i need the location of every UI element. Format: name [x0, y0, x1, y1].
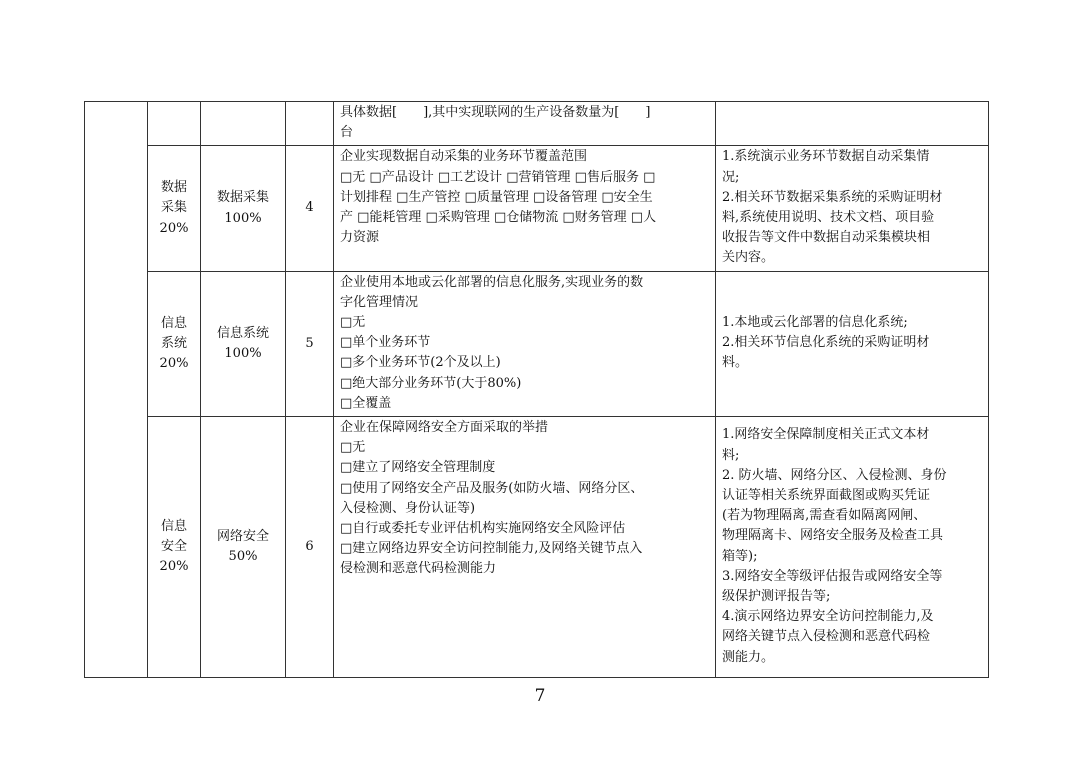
item-cell [201, 146, 286, 271]
requirement-line: □无 □产品设计 □工艺设计 □营销管理 □售后服务 □ [340, 169, 656, 185]
evidence-line: 1.系统演示业务环节数据自动采集情 [722, 149, 930, 165]
score-cell [286, 271, 334, 416]
category-label-line: 安全 [160, 538, 187, 554]
item-name: 网络安全 [216, 528, 269, 544]
requirement-line: □单个业务环节 [340, 335, 431, 351]
evidence-line: 3.网络安全等级评估报告或网络安全等 [722, 568, 943, 584]
table-row-continued [85, 102, 989, 146]
evidence-cell-empty [716, 102, 989, 146]
evidence-line: 2. 防火墙、网络分区、入侵检测、身份 [722, 467, 947, 483]
evidence-cell [716, 417, 989, 678]
category-label-line: 信息 [160, 315, 187, 331]
requirement-line: □建立网络边界安全访问控制能力,及网络关键节点入 [340, 541, 643, 557]
category-weight: 20% [159, 355, 189, 371]
item-weight: 100% [224, 210, 262, 226]
requirement-line: 具体数据[ ],其中实现联网的生产设备数量为[ ] [340, 105, 651, 120]
category-weight: 20% [159, 220, 189, 236]
category-label-line: 系统 [160, 335, 187, 351]
requirement-line: 字化管理情况 [340, 294, 419, 310]
evidence-line: 2.相关环节信息化系统的采购证明材 [722, 335, 930, 351]
requirement-line: 台 [340, 125, 354, 141]
requirement-line: □建立了网络安全管理制度 [340, 460, 496, 476]
evidence-line: 物理隔离卡、网络安全服务及检查工具 [722, 528, 944, 544]
score-value: 5 [305, 335, 314, 351]
score-cell [286, 146, 334, 271]
table-row [85, 417, 989, 678]
evidence-line: 料。 [722, 355, 749, 371]
requirement-cell [334, 271, 716, 416]
evidence-line: 1.网络安全保障制度相关正式文本材 [722, 427, 930, 443]
category-label-line: 采集 [160, 200, 187, 216]
evidence-line: 1.本地或云化部署的信息化系统; [722, 315, 908, 331]
evidence-line: 料; [722, 447, 740, 463]
requirement-line: 入侵检测、身份认证等) [340, 500, 476, 516]
evidence-line: 测能力。 [722, 649, 775, 665]
item-cell-empty [201, 102, 286, 146]
category-cell [148, 146, 201, 271]
evidence-line: 料,系统使用说明、技术文档、项目验 [722, 210, 935, 226]
requirement-line: 企业在保障网络安全方面采取的举措 [340, 420, 549, 436]
requirement-cell [334, 102, 716, 146]
requirement-cell [334, 417, 716, 678]
requirement-cell [334, 146, 716, 271]
evaluation-table-container [84, 101, 989, 678]
score-cell-empty [286, 102, 334, 146]
item-name: 数据采集 [216, 190, 269, 206]
item-cell [201, 271, 286, 416]
evidence-line: 关内容。 [722, 250, 775, 266]
score-cell [286, 417, 334, 678]
item-cell [201, 417, 286, 678]
category-cell [148, 271, 201, 416]
evidence-cell [716, 271, 989, 416]
evidence-line: 4.演示网络边界安全访问控制能力,及 [722, 609, 934, 625]
category-label-line: 数据 [160, 180, 187, 196]
score-value: 6 [305, 538, 314, 554]
evidence-line: 认证等相关系统界面截图或购买凭证 [722, 487, 931, 503]
category-cell [148, 417, 201, 678]
category-label-line: 信息 [160, 518, 187, 534]
evidence-line: 网络关键节点入侵检测和恶意代码检 [722, 629, 931, 645]
requirement-line: 产 □能耗管理 □采购管理 □仓储物流 □财务管理 □人 [340, 210, 657, 226]
evidence-line: (若为物理隔离,需查看如隔离网闸、 [722, 508, 927, 524]
evidence-line: 收报告等文件中数据自动采集模块相 [722, 230, 931, 246]
category-cell-empty [148, 102, 201, 146]
evidence-line: 况; [722, 169, 740, 185]
category-weight: 20% [159, 559, 189, 575]
page-number: 7 [534, 686, 546, 706]
requirement-line: 企业实现数据自动采集的业务环节覆盖范围 [340, 149, 588, 165]
requirement-line: 力资源 [340, 230, 380, 246]
requirement-line: □绝大部分业务环节(大于80%) [340, 375, 522, 391]
item-name: 信息系统 [216, 325, 269, 341]
evidence-line: 箱等); [722, 548, 758, 564]
first-level-indicator-cell [85, 102, 148, 678]
requirement-line: □无 [340, 315, 366, 331]
requirement-line: 企业使用本地或云化部署的信息化服务,实现业务的数 [340, 274, 644, 290]
item-weight: 50% [228, 549, 258, 565]
evidence-line: 2.相关环节数据采集系统的采购证明材 [722, 189, 943, 205]
requirement-line: □使用了网络安全产品及服务(如防火墙、网络分区、 [340, 480, 644, 496]
evaluation-table [84, 101, 989, 678]
requirement-line: 侵检测和恶意代码检测能力 [340, 561, 497, 577]
evidence-cell [716, 146, 989, 271]
requirement-line: □无 [340, 440, 366, 456]
score-value: 4 [305, 200, 314, 216]
table-row [85, 146, 989, 271]
table-row [85, 271, 989, 416]
evidence-line: 级保护测评报告等; [722, 588, 831, 604]
requirement-line: □多个业务环节(2个及以上) [340, 355, 501, 371]
item-weight: 100% [224, 345, 262, 361]
requirement-line: □自行或委托专业评估机构实施网络安全风险评估 [340, 521, 626, 537]
requirement-line: □全覆盖 [340, 395, 392, 411]
requirement-line: 计划排程 □生产管控 □质量管理 □设备管理 □安全生 [340, 189, 653, 205]
